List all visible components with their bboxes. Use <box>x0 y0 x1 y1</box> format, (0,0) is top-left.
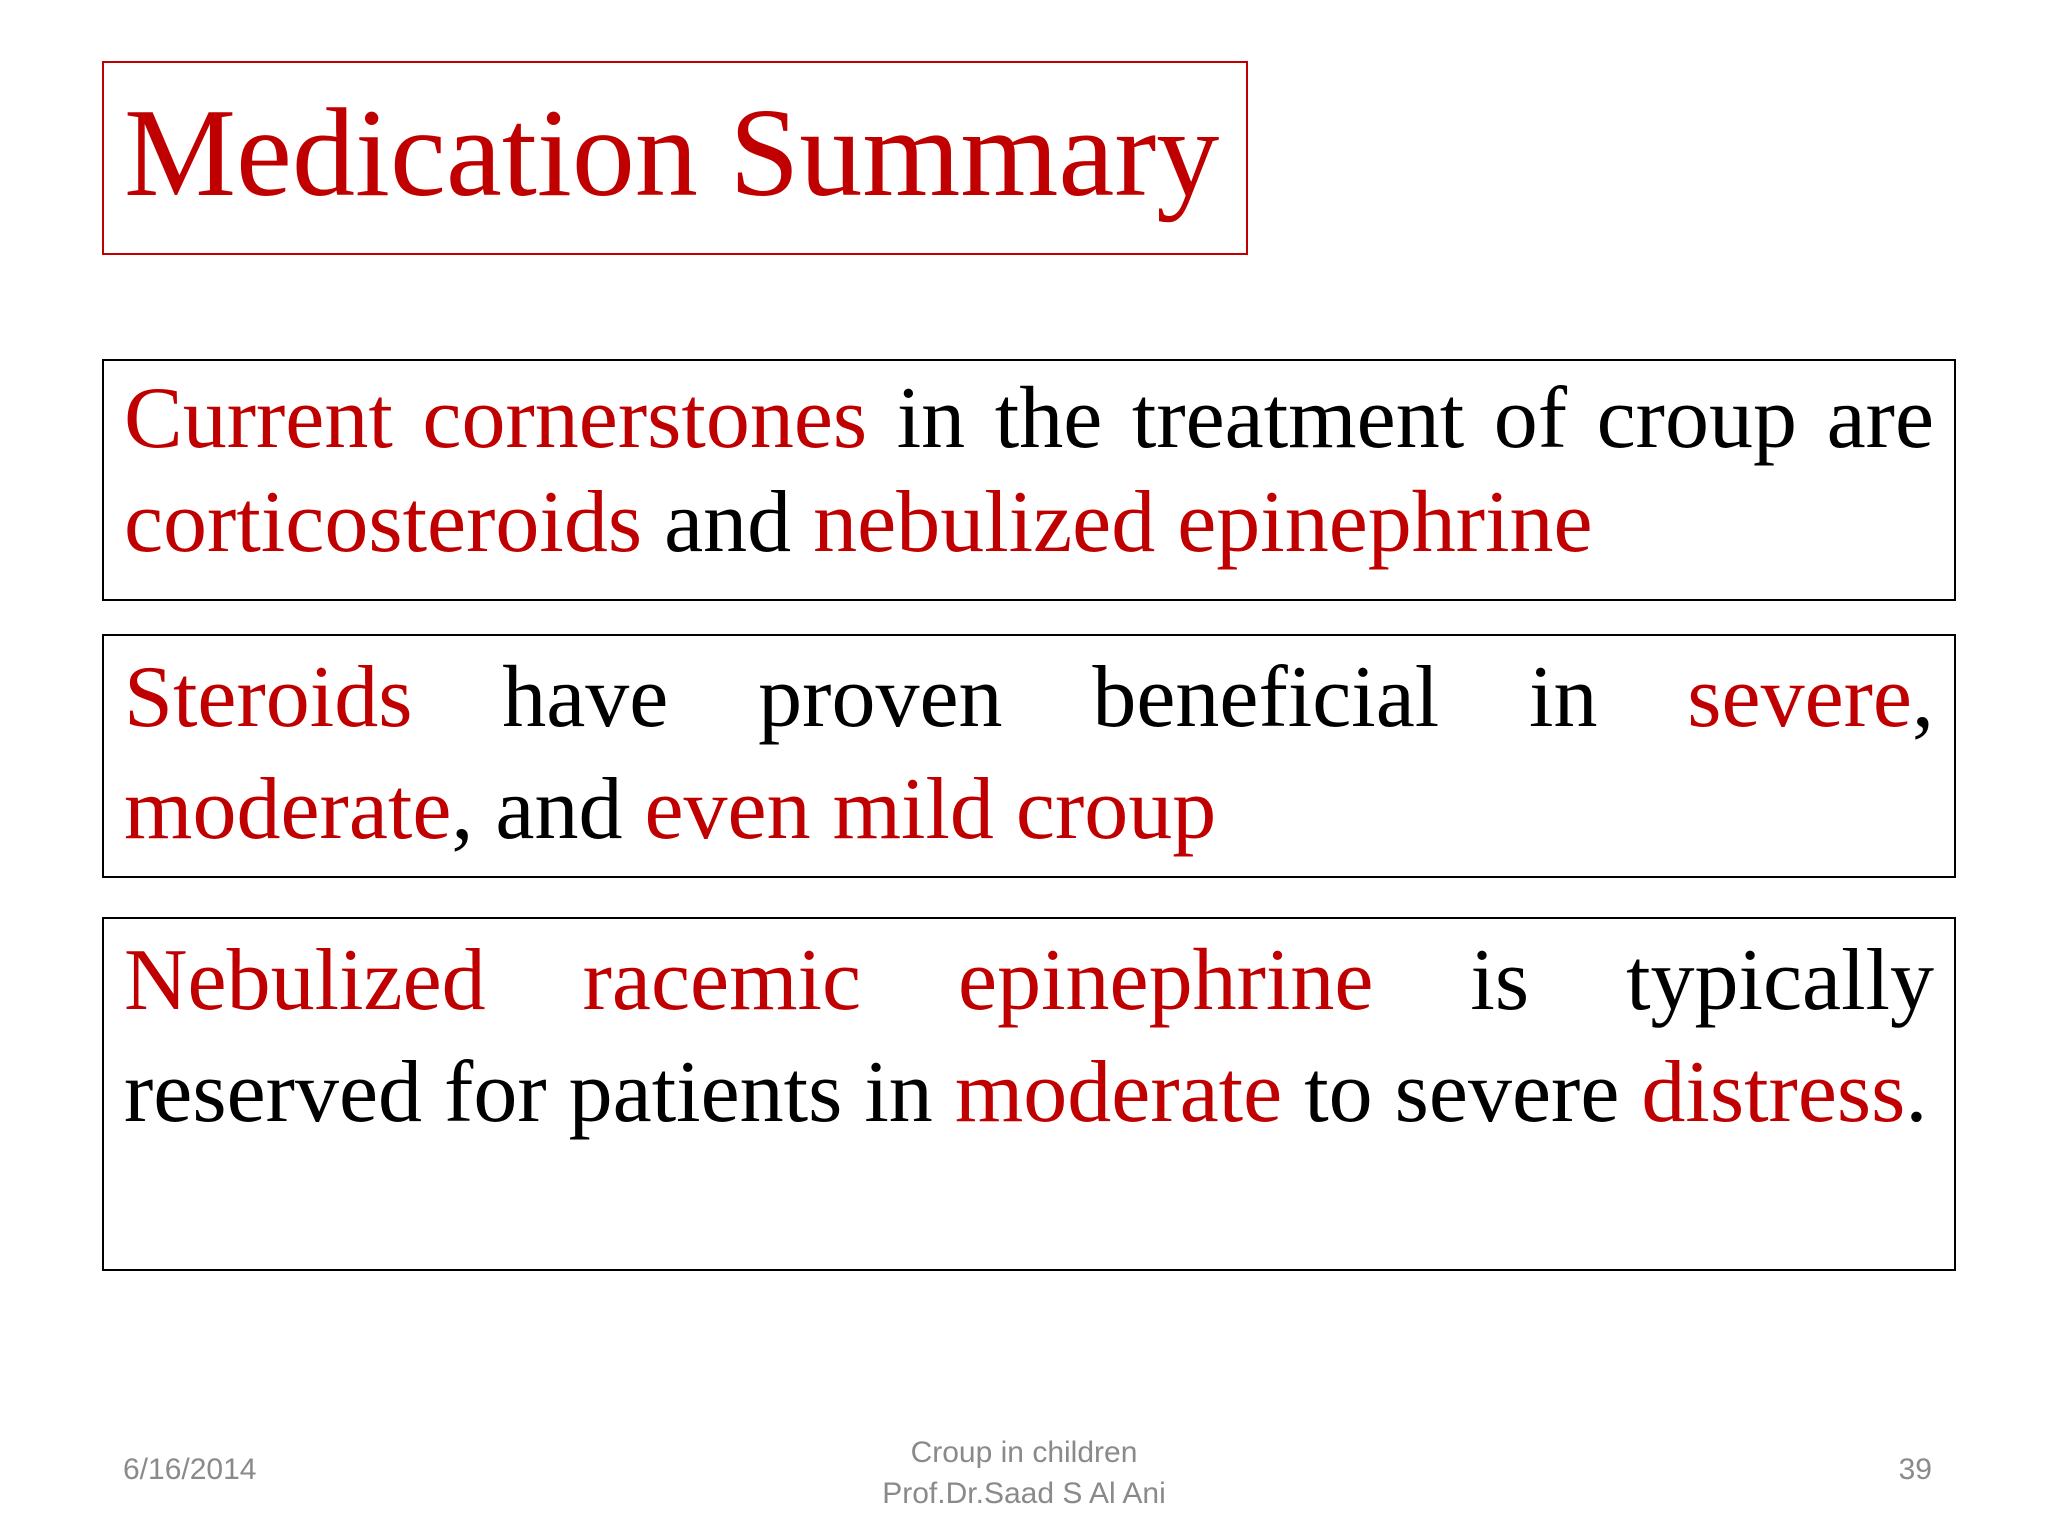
footer-center <box>824 1432 1224 1514</box>
text-segment: to severe <box>1282 1044 1642 1141</box>
text-segment: have proven beneficial in <box>412 649 1688 746</box>
text-segment: moderate <box>954 1044 1283 1141</box>
text-segment: corticosteroids <box>124 474 643 571</box>
page-number: 39 <box>1898 1453 1932 1486</box>
statement-box-epinephrine <box>102 917 1956 1271</box>
text-segment: . <box>1905 1044 1928 1141</box>
text-segment: distress <box>1641 1044 1906 1141</box>
text-segment: in the treatment of croup are <box>867 370 1935 467</box>
text-segment: and <box>642 474 814 571</box>
text-segment: , <box>1912 649 1934 746</box>
slide-title: Medication Summary <box>124 84 1220 223</box>
text-segment: Steroids <box>124 649 413 746</box>
statement-box-steroids <box>102 634 1956 878</box>
footer-date: 6/16/2014 <box>123 1453 257 1486</box>
text-segment: is typically reserved for patients in <box>124 932 1934 1141</box>
text-segment: severe <box>1687 649 1912 746</box>
text-segment: even mild croup <box>644 761 1217 858</box>
statement-box-cornerstones <box>102 359 1956 601</box>
footer-topic: Croup in children <box>910 1436 1138 1469</box>
footer-author: Prof.Dr.Saad S Al Ani <box>882 1477 1166 1510</box>
text-segment: Current cornerstones <box>124 370 868 467</box>
statement-text <box>124 367 1934 575</box>
statement-text <box>124 925 1934 1149</box>
text-segment: moderate <box>124 761 452 858</box>
statement-text <box>124 642 1934 866</box>
text-segment: , and <box>451 761 645 858</box>
text-segment: Nebulized racemic epinephrine <box>124 932 1374 1029</box>
title-box <box>102 61 1248 255</box>
text-segment: nebulized epinephrine <box>813 474 1593 571</box>
